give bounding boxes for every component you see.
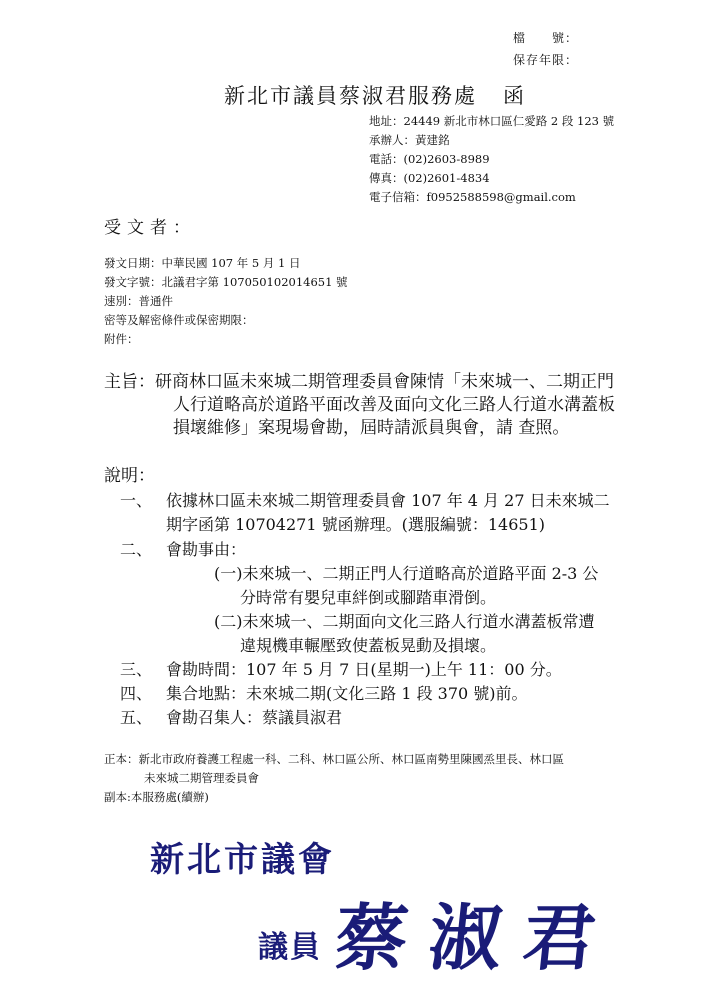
subject-block bbox=[104, 371, 624, 440]
retention-period-label: 保存年限： bbox=[513, 53, 579, 67]
sub-item-2-line-2: 違規機車輾壓致使蓋板晃動及損壞。 bbox=[240, 636, 497, 655]
distribution-block bbox=[104, 750, 564, 807]
copy-recipients: 副本:本服務處(續辦) bbox=[104, 790, 209, 804]
phone: 電話：(02)2603-8989 bbox=[369, 152, 490, 166]
subject-line-2: 人行道略高於道路平面改善及面向文化三路人行道水溝蓋板 bbox=[173, 395, 615, 415]
meta-block bbox=[104, 254, 348, 349]
recipient-label: 受文者： bbox=[104, 218, 196, 238]
item-4-text: 集合地點：未來城二期(文化三路 1 段 370 號)前。 bbox=[166, 684, 528, 703]
issuer-name: 新北市議員蔡淑君服務處 bbox=[224, 84, 477, 108]
sub-item-1-line-1: (一)未來城一、二期正門人行道略高於道路平面 2-3 公 bbox=[214, 564, 599, 583]
item-3-text: 會勘時間：107 年 5 月 7 日(星期一)上午 11：00 分。 bbox=[166, 660, 562, 679]
document-title bbox=[224, 80, 526, 110]
main-recipients-line-2: 未來城二期管理委員會 bbox=[144, 771, 259, 785]
document-type: 函 bbox=[503, 84, 526, 108]
subject-line-3: 損壞維修」案現場會勘，屆時請派員與會，請 查照。 bbox=[173, 418, 570, 438]
document-number: 發文字號：北議君字第 107050102014651 號 bbox=[104, 275, 348, 289]
item-4-number: 四、 bbox=[120, 684, 153, 703]
council-seal-text: 新北市議會 bbox=[150, 840, 335, 880]
address: 地址：24449 新北市林口區仁愛路 2 段 123 號 bbox=[369, 114, 615, 128]
fax: 傳真：(02)2601-4834 bbox=[369, 171, 490, 185]
file-number-label: 檔 號： bbox=[513, 31, 579, 45]
item-2-text: 會勘事由： bbox=[166, 540, 247, 559]
subject-line-1: 研商林口區未來城二期管理委員會陳情「未來城一、二期正門 bbox=[155, 372, 614, 392]
councilor-name-seal: 蔡淑君 bbox=[330, 895, 622, 980]
main-recipients-line-1: 正本：新北市政府養護工程處一科、二科、林口區公所、林口區南勢里陳國烝里長、林口區 bbox=[104, 752, 564, 766]
item-3-number: 三、 bbox=[120, 660, 153, 679]
sub-item-2-line-1: (二)未來城一、二期面向文化三路人行道水溝蓋板常遭 bbox=[214, 612, 595, 631]
sub-item-1-line-2: 分時常有嬰兒車絆倒或腳踏車滑倒。 bbox=[240, 588, 497, 607]
item-5-number: 五、 bbox=[120, 708, 153, 727]
item-1-line-1: 依據林口區未來城二期管理委員會 107 年 4 月 27 日未來城二 bbox=[166, 491, 610, 510]
subject-label: 主旨： bbox=[104, 372, 155, 392]
explanation-label: 說明： bbox=[104, 466, 155, 486]
secrecy-level: 密等及解密條件或保密期限： bbox=[104, 313, 254, 327]
attachment: 附件： bbox=[104, 332, 139, 346]
item-1-number: 一、 bbox=[120, 491, 153, 510]
delivery-speed: 速別：普通件 bbox=[104, 294, 173, 308]
issue-date: 發文日期：中華民國 107 年 5 月 1 日 bbox=[104, 256, 301, 270]
item-5-text: 會勘召集人：蔡議員淑君 bbox=[166, 708, 343, 727]
email: 電子信箱：f0952588598@gmail.com bbox=[369, 190, 576, 204]
councilor-title-seal: 議員 bbox=[258, 930, 322, 965]
handler: 承辦人：黃建銘 bbox=[369, 133, 450, 147]
item-1-line-2: 期字函第 10704271 號函辦理。(選服編號：14651) bbox=[166, 515, 545, 534]
contact-block bbox=[369, 112, 614, 207]
item-2-number: 二、 bbox=[120, 540, 153, 559]
